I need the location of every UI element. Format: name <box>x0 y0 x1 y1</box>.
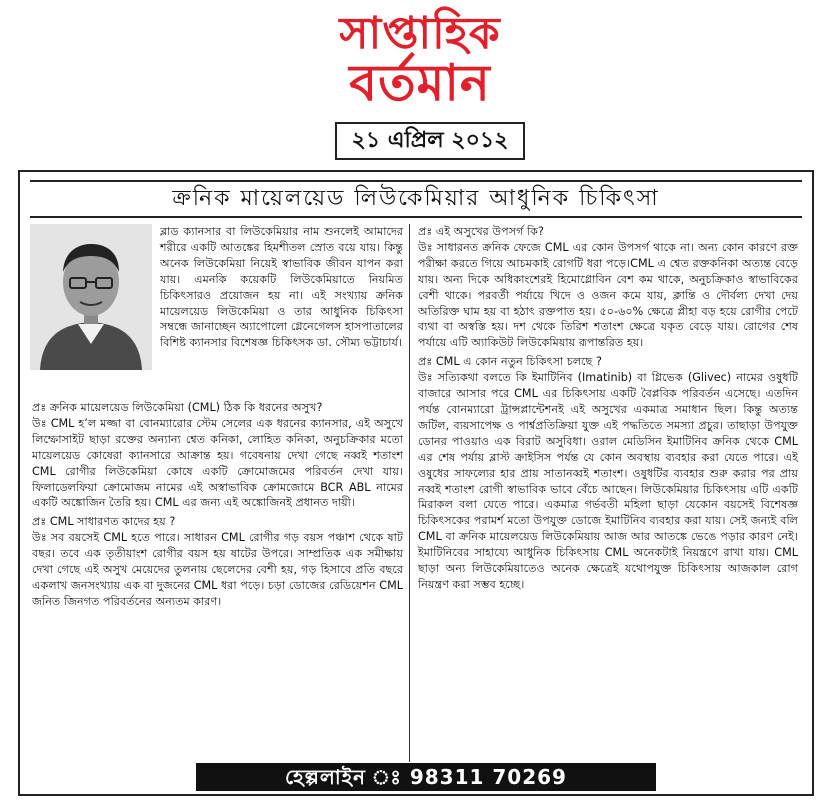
portrait-image <box>30 224 152 370</box>
right-column <box>418 224 798 593</box>
masthead-line-1: সাপ্তাহিক <box>339 8 501 59</box>
question-2: প্রঃ CML সাধারণত কাদের হয় ? <box>32 515 176 529</box>
answer-3: উঃ সাধারনত ক্রনিক ফেজে CML এর কোন উপসর্গ থাকে না। অন্য কোন কারণে রক্ত পরীক্ষা করতে গিয়ে আচমকাই রোগটি ধরা পড়ে।CML এ শ্বেত রক্তকনিকা অত্যন্ত বেড়ে যায়। অন্য দিকে অধিকাংশেরই হিমোগ্লোবিন বেশ কম থাকে, অনুচক্রিকাও স্বাভাবিকের বেশী থাকে। পরবর্তী পর্যায়ে খিদে ও ওজন কমে যায়, ক্লান্তি ও দৌর্বল্য দেখা দেয় অতিরিক্ত ঘাম হয় বা হঠাৎ রক্তপাত হয়। ৫০-৬০% ক্ষেত্রে প্লীহা বড় হয়ে রোগীর পেটে ব্যথা বা অস্বস্তি হয়। দশ থেকে তিরিশ শতাংশ ক্ষেত্রে যকৃত বেড়ে যায়। রোগের শেষ পর্যায়ে এটি অ্যাকিউট লিউকেমিয়ায় রূপান্তরিত হয়। <box>418 240 798 350</box>
answer-4: উঃ সত্যিকথা বলতে কি ইমাটিনিব (Imatinib) বা গ্লিভেক (Glivec) নামের ওষুধটি বাজারে আসার পরে CML এর চিকিৎসায় একটি বৈপ্লবিক পরিবর্তন এসেছে। এতদিন পর্যন্ত বোনম্যারো ট্রান্সপ্লান্টেশনই এই অসুখের একমাত্র সমাধান ছিল। কিন্তু অত্যন্ত জটিল, ব্যয়সাপেক্ষ ও পার্শ্বপ্রতিক্রিয়া যুক্ত এই পদ্ধতিতে সমস্যা প্রচুর। তাছাড়া উপযুক্ত ডোনর পাওয়াও এক বিরাট অসুবিধা। ওরাল মেডিসিন ইমাটিনিব ক্রনিক থেকে CML এর শেষ পর্যায় ব্লাস্ট ক্রাইসিস পর্যন্ত যে কোন অবস্থায় ব্যবহার করা যেতে পারে। এই ওষুধের সাফল্যের হার প্রায় সাতানব্বই শতাংশ। ওষুধটির ব্যবহার শুরু করার পর প্রায় নব্বই শতাংশ রোগী স্বাভাবিক ভাবে বেঁচে আছেন। লিউকেমিয়ার চিকিৎসায় এটি একটি মিরাকল বলা যেতে পারে। একমাত্র গর্ভবতী মহিলা ছাড়া যেকোন বয়সেই বিশেষজ্ঞ চিকিৎসকের পরামর্শ মতো উপযুক্ত ডোজে ইমাটিনিব ব্যবহার করা যায়। সেই জন্যই বলি CML বা ক্রনিক মায়েলয়েড লিউকেমিয়ায় আজ আর আতঙ্কে ভেঙে পড়ার কারণ নেই। ইমাটিনিবের সাহায্যে আধুনিক চিকিৎসায় CML অনেকটাই নিয়ন্ত্রণে রাখা যায়। CML ছাড়া অন্য লিউকেমিয়াতেও অনেক ক্ষেত্রেই যথোপযুক্ত চিকিৎসায় আজকাল রোগ নিয়ন্ত্রণ করা সম্ভব হচ্ছে। <box>418 371 798 591</box>
question-3: প্রঃ এই অসুখের উপসর্গ কি? <box>418 225 544 238</box>
question-4: প্রঃ CML এ কোন নতুন চিকিৎসা চলছে ? <box>418 355 602 369</box>
article-headline: ক্রনিক মায়েলয়েড লিউকেমিয়ার আধুনিক চিকিৎসা <box>30 180 802 218</box>
helpline-banner: হেল্পলাইন ঃ 98311 70269 <box>196 763 656 791</box>
article-intro <box>160 224 403 351</box>
question-1: প্রঃ ক্রনিক মায়েলয়েড লিউকেমিয়া (CML) ঠিক কি ধরনের অসুখ? <box>32 401 323 414</box>
answer-2: উঃ সব বয়সেই CML হতে পারে। সাধারন CML রোগীর গড় বয়স পঞ্চাশ থেকে ষাট বছর। তবে এক তৃতীয়াংশ রোগীর বয়স হয় ষাটের উপরে। সাম্প্রতিক এক সমীক্ষায় দেখা গেছে এই অসুখ মেয়েদের তুলনায় ছেলেদের বেশী হয়, গড় হিসাবে প্রতি বছরে একলাখ জনসংখ্যায় এক বা দুজনের CML ধরা পড়ে। চড়া ডোজের রেডিয়েশন CML জনিত জিনগত পরিবর্তনের অন্যতম কারণ। <box>32 531 403 608</box>
author-photo <box>30 224 152 370</box>
masthead <box>280 8 560 112</box>
intro-text: ব্লাড ক্যানসার বা লিউকেমিয়ার নাম শুনলেই আমাদের শরীরে একটি আতঙ্কের হিমশীতল স্রোত বয়ে যায়। কিন্তু অনেক লিউকেমিয়া নিয়েই স্বাভাবিক জীবন যাপন করা যায়। এমনকি কয়েকটি লিউকেমিয়াতে নিয়মিত চিকিৎসারও প্রয়োজন হয় না। এই সংখ্যায় ক্রনিক মায়েলয়েড লিউকেমিয়া ও তার আধুনিক চিকিৎসা সম্বন্ধে জানাচ্ছেন অ্যাপোলো গ্লেনেগেলস হাসপাতালের বিশিষ্ট ক্যানসার বিশেষজ্ঞ চিকিৎসক ডা. সৌম্য ভট্টাচার্য। <box>160 225 403 350</box>
masthead-line-2: বর্তমান <box>349 54 491 112</box>
left-column <box>32 397 403 610</box>
answer-1: উঃ CML হ’ল মজ্জা বা বোনম্যারোর স্টেম সেলের এক ধরনের ক্যানসার, এই অসুখে লিম্ফোসাইট ছাড়া রক্তের অন্যান্য শ্বেত কনিকা, লোহিত কনিকা, অনুচক্রিকার মতো মায়েলয়েড কোষেরা ক্যানসারে আক্রান্ত হয়। গবেষনায় দেখা গেছে নব্বই শতাংশ CML রোগীর লিউকেমিয়া কোষে একটি ক্রোমোজমের পরিবর্তন দেখা যায়। ফিলাডেলফিয়া ক্রোমোজম নামের এই অস্বাভাবিক ক্রোমজোমে BCR ABL নামের একটি অঙ্কোজিন তৈরি হয়। CML এর জন্য এই অঙ্কোজিনই প্রধানত দায়ী। <box>32 416 403 510</box>
column-divider <box>409 224 410 762</box>
issue-date: ২১ এপ্রিল ২০১২ <box>335 122 525 160</box>
